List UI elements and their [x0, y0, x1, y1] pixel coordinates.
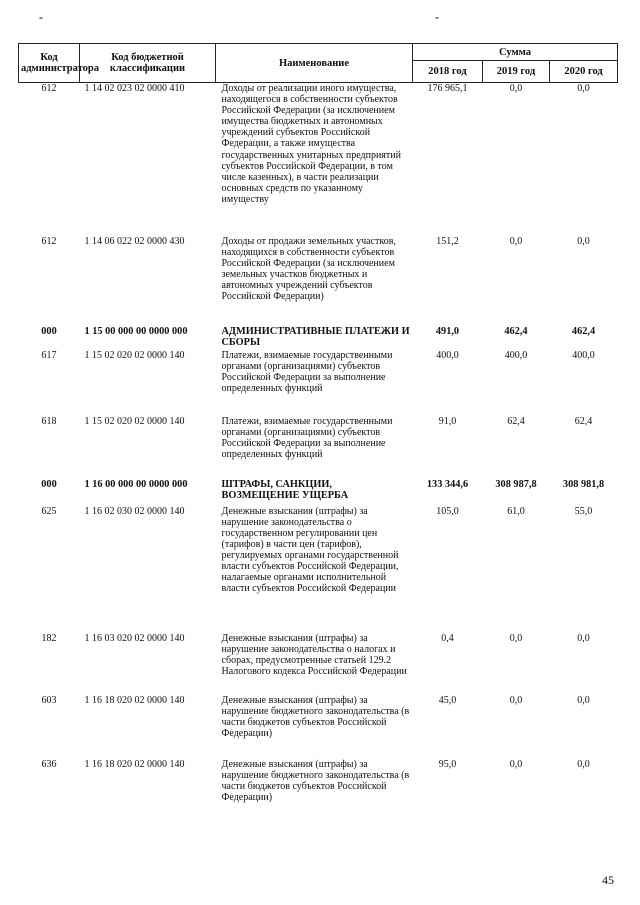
cell-amount-2020: 0,0 — [577, 83, 590, 94]
table-body — [19, 83, 618, 829]
table-row — [19, 350, 618, 416]
cell-amount-2019: 400,0 — [504, 349, 528, 361]
cell-kbk: 1 16 03 020 02 0000 140 — [84, 632, 185, 644]
header-year-2018: 2018 год — [413, 61, 483, 83]
cell-name: ШТРАФЫ, САНКЦИИ, ВОЗМЕЩЕНИЕ УЩЕРБА — [221, 478, 349, 501]
table-row — [19, 326, 618, 350]
header-year-2020: 2020 год — [550, 61, 618, 83]
cell-name: Денежные взыскания (штрафы) за нарушение бюджетного законодательства (в части бюджетов субъектов Российской Федерации) — [221, 758, 410, 803]
cell-name: Денежные взыскания (штрафы) за нарушение законодательства о государственном регулировании цен (тарифов) в части цен (тарифов), регулируемых органами государственной власти субъектов Российской Федерации, налагаемые органами исполнительной власти субъектов Российской Федерации — [221, 505, 399, 595]
cell-amount-2018: 105,0 — [436, 505, 459, 517]
header-admin-code: Код администратора — [19, 44, 80, 83]
cell-admin-code: 182 — [41, 632, 57, 644]
cell-name: Денежные взыскания (штрафы) за нарушение законодательства о налогах и сборах, предусмотренные статьей 129.2 Налогового кодекса Российской Федерации — [221, 632, 407, 677]
cell-kbk: 1 14 06 022 02 0000 430 — [84, 235, 185, 247]
cell-amount-2019: 0,0 — [509, 83, 523, 94]
cell-amount-2020: 400,0 — [572, 349, 595, 361]
cell-admin-code: 636 — [41, 758, 57, 770]
header-year-2019: 2019 год — [483, 61, 550, 83]
cell-amount-2019: 308 987,8 — [495, 478, 537, 490]
cell-admin-code: 612 — [41, 83, 57, 94]
cell-name: Доходы от продажи земельных участков, находящихся в собственности субъектов Российской Федерации (за исключением земельных участков бюджетных и автономных учреждений субъектов Российской Федерации) — [221, 235, 396, 302]
header-kbk: Код бюджетной классификации — [80, 44, 216, 83]
cell-kbk: 1 14 02 023 02 0000 410 — [84, 83, 185, 94]
cell-admin-code: 603 — [41, 694, 57, 706]
table-row — [19, 695, 618, 759]
cell-admin-code: 625 — [41, 505, 57, 517]
cell-name: Платежи, взимаемые государственными органами (организациями) субъектов Российской Федерации за выполнение определенных функций — [221, 349, 393, 394]
cell-amount-2019: 61,0 — [507, 505, 525, 517]
table-row — [19, 479, 618, 506]
table-header — [19, 44, 618, 83]
cell-amount-2018: 45,0 — [438, 694, 457, 706]
scan-mark-left: - — [39, 10, 43, 24]
cell-admin-code: 000 — [41, 325, 57, 337]
cell-admin-code: 617 — [41, 349, 57, 361]
budget-revenue-table — [18, 43, 618, 829]
cell-admin-code: 612 — [41, 235, 57, 247]
cell-amount-2018: 95,0 — [438, 758, 457, 770]
cell-amount-2018: 133 344,6 — [426, 478, 469, 490]
cell-kbk: 1 16 18 020 02 0000 140 — [84, 758, 185, 770]
cell-amount-2018: 91,0 — [438, 415, 457, 427]
cell-amount-2020: 462,4 — [571, 325, 596, 337]
table-row — [19, 633, 618, 695]
header-name: Наименование — [216, 44, 413, 83]
cell-amount-2019: 0,0 — [509, 632, 523, 644]
cell-amount-2020: 0,0 — [577, 235, 590, 247]
table-row — [19, 759, 618, 829]
cell-amount-2020: 308 981,8 — [562, 478, 605, 490]
cell-amount-2019: 62,4 — [507, 415, 525, 427]
cell-kbk: 1 15 02 020 02 0000 140 — [84, 415, 185, 427]
cell-amount-2020: 0,0 — [577, 632, 590, 644]
cell-amount-2020: 62,4 — [574, 415, 593, 427]
table-row — [19, 236, 618, 326]
cell-kbk: 1 16 18 020 02 0000 140 — [84, 694, 185, 706]
cell-kbk: 1 16 02 030 02 0000 140 — [84, 505, 185, 517]
cell-amount-2019: 0,0 — [509, 758, 523, 770]
cell-admin-code: 618 — [41, 415, 57, 427]
cell-name: Доходы от реализации иного имущества, находящегося в собственности субъектов Российской Федерации (за исключением имущества бюджетных и автономных учреждений субъектов Российской Федерации, а также имущества государственных унитарных предприятий субъектов Российской Федерации, в том числе казенных), в части реализации основных средств по указанному имуществу — [221, 83, 401, 205]
cell-name: АДМИНИСТРАТИВНЫЕ ПЛАТЕЖИ И СБОРЫ — [221, 325, 410, 348]
table-row — [19, 416, 618, 479]
table-row — [19, 506, 618, 633]
cell-amount-2020: 0,0 — [577, 694, 590, 706]
cell-amount-2018: 400,0 — [436, 349, 459, 361]
cell-kbk: 1 15 02 020 02 0000 140 — [84, 349, 185, 361]
cell-amount-2018: 151,2 — [436, 235, 459, 247]
cell-amount-2019: 0,0 — [509, 694, 523, 706]
cell-amount-2020: 55,0 — [574, 505, 593, 517]
cell-amount-2019: 0,0 — [509, 235, 523, 247]
cell-name: Платежи, взимаемые государственными органами (организациями) субъектов Российской Федерации за выполнение определенных функций — [221, 415, 393, 460]
cell-amount-2019: 462,4 — [504, 325, 528, 337]
scan-mark-right: - — [435, 10, 439, 24]
cell-name: Денежные взыскания (штрафы) за нарушение бюджетного законодательства (в части бюджетов субъектов Российской Федерации) — [221, 694, 410, 739]
cell-amount-2018: 0,4 — [441, 632, 454, 644]
cell-amount-2020: 0,0 — [577, 758, 590, 770]
cell-amount-2018: 176 965,1 — [427, 83, 468, 94]
page-number: 45 — [602, 873, 614, 887]
cell-admin-code: 000 — [41, 478, 57, 490]
table-row — [19, 83, 618, 236]
cell-kbk: 1 15 00 000 00 0000 000 — [84, 325, 188, 337]
cell-kbk: 1 16 00 000 00 0000 000 — [84, 478, 188, 490]
header-sum: Сумма — [413, 44, 618, 61]
cell-amount-2018: 491,0 — [435, 325, 460, 337]
